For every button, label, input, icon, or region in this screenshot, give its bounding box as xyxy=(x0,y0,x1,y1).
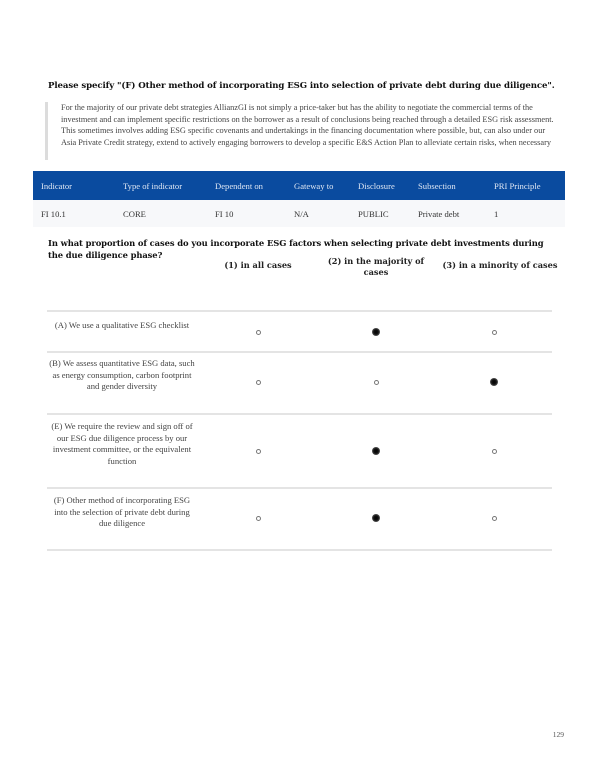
radio-selected-icon xyxy=(490,378,498,386)
row-divider xyxy=(47,487,552,489)
option-label-f: (F) Other method of incorporating ESG into the selection of private debt during due diligence xyxy=(53,495,191,529)
header-indicator: Indicator xyxy=(41,180,73,191)
radio-a-all-cases[interactable] xyxy=(254,328,263,337)
radio-f-majority[interactable] xyxy=(372,514,381,523)
option-label-a: (A) We use a qualitative ESG checklist xyxy=(54,320,190,330)
cell-disclosure: PUBLIC xyxy=(358,208,389,219)
radio-selected-icon xyxy=(372,447,380,455)
radio-circle-icon xyxy=(374,380,379,385)
radio-circle-icon xyxy=(256,449,261,454)
header-pri-principle: PRI Principle xyxy=(494,180,541,191)
header-type-of-indicator: Type of indicator xyxy=(123,180,183,191)
header-subsection: Subsection xyxy=(418,180,456,191)
header-dependent-on: Dependent on xyxy=(215,180,263,191)
radio-a-majority[interactable] xyxy=(372,328,381,337)
cell-pri-principle: 1 xyxy=(494,208,499,219)
question-text: In what proportion of cases do you incorporate ESG factors when selecting private debt investments during the due diligence phase? xyxy=(48,238,544,260)
indicator-table xyxy=(33,171,565,227)
row-divider xyxy=(47,310,552,312)
column-header-all-cases: (1) in all cases xyxy=(224,260,292,270)
header-gateway-to: Gateway to xyxy=(294,180,334,191)
row-divider xyxy=(47,351,552,353)
row-divider xyxy=(47,413,552,415)
radio-circle-icon xyxy=(492,330,497,335)
cell-subsection: Private debt xyxy=(418,208,460,219)
indicator-table-header xyxy=(33,171,565,200)
radio-circle-icon xyxy=(492,449,497,454)
radio-e-minority[interactable] xyxy=(490,447,499,456)
cell-indicator: FI 10.1 xyxy=(41,208,66,219)
radio-circle-icon xyxy=(492,516,497,521)
radio-a-minority[interactable] xyxy=(490,328,499,337)
indicator-table-row xyxy=(33,200,565,227)
cell-gateway-to: N/A xyxy=(294,208,309,219)
radio-f-all-cases[interactable] xyxy=(254,514,263,523)
radio-selected-icon xyxy=(372,328,380,336)
option-label-e: (E) We require the review and sign off of our ESG due diligence process by our investment committee, or the equivalent function xyxy=(51,421,193,466)
radio-b-majority[interactable] xyxy=(372,378,381,387)
column-header-minority-of-cases: (3) in a minority of cases xyxy=(442,260,558,270)
row-divider xyxy=(47,549,552,551)
radio-b-minority[interactable] xyxy=(490,378,499,387)
option-label-b: (B) We assess quantitative ESG data, such as energy consumption, carbon footprint and gender diversity xyxy=(49,358,195,392)
radio-selected-icon xyxy=(372,514,380,522)
header-disclosure: Disclosure xyxy=(358,180,395,191)
radio-f-minority[interactable] xyxy=(490,514,499,523)
radio-circle-icon xyxy=(256,516,261,521)
cell-type-of-indicator: CORE xyxy=(123,208,146,219)
section-heading: Please specify "(F) Other method of incorporating ESG into selection of private debt during due diligence". xyxy=(48,81,555,91)
radio-circle-icon xyxy=(256,380,261,385)
radio-circle-icon xyxy=(256,330,261,335)
response-quote: For the majority of our private debt strategies AllianzGI is not simply a price-taker but has the ability to negotiate the commercial terms of the investment and can implement specific restrictions on the borrower as a result of conclusions being reached through a detailed ESG risk assessment. This sometimes involves adding ESG specific covenants and undertakings in the financing documentation where possible, but, can also under our Asia Private Credit strategy, extend to actively engaging borrowers to develop a specific E&S Action Plan to alleviate certain risks, when necessary xyxy=(45,102,560,160)
cell-dependent-on: FI 10 xyxy=(215,208,234,219)
radio-e-all-cases[interactable] xyxy=(254,447,263,456)
column-header-majority-of-cases: (2) in the majority of cases xyxy=(327,256,425,277)
radio-e-majority[interactable] xyxy=(372,447,381,456)
radio-b-all-cases[interactable] xyxy=(254,378,263,387)
page-number: 129 xyxy=(552,730,564,739)
